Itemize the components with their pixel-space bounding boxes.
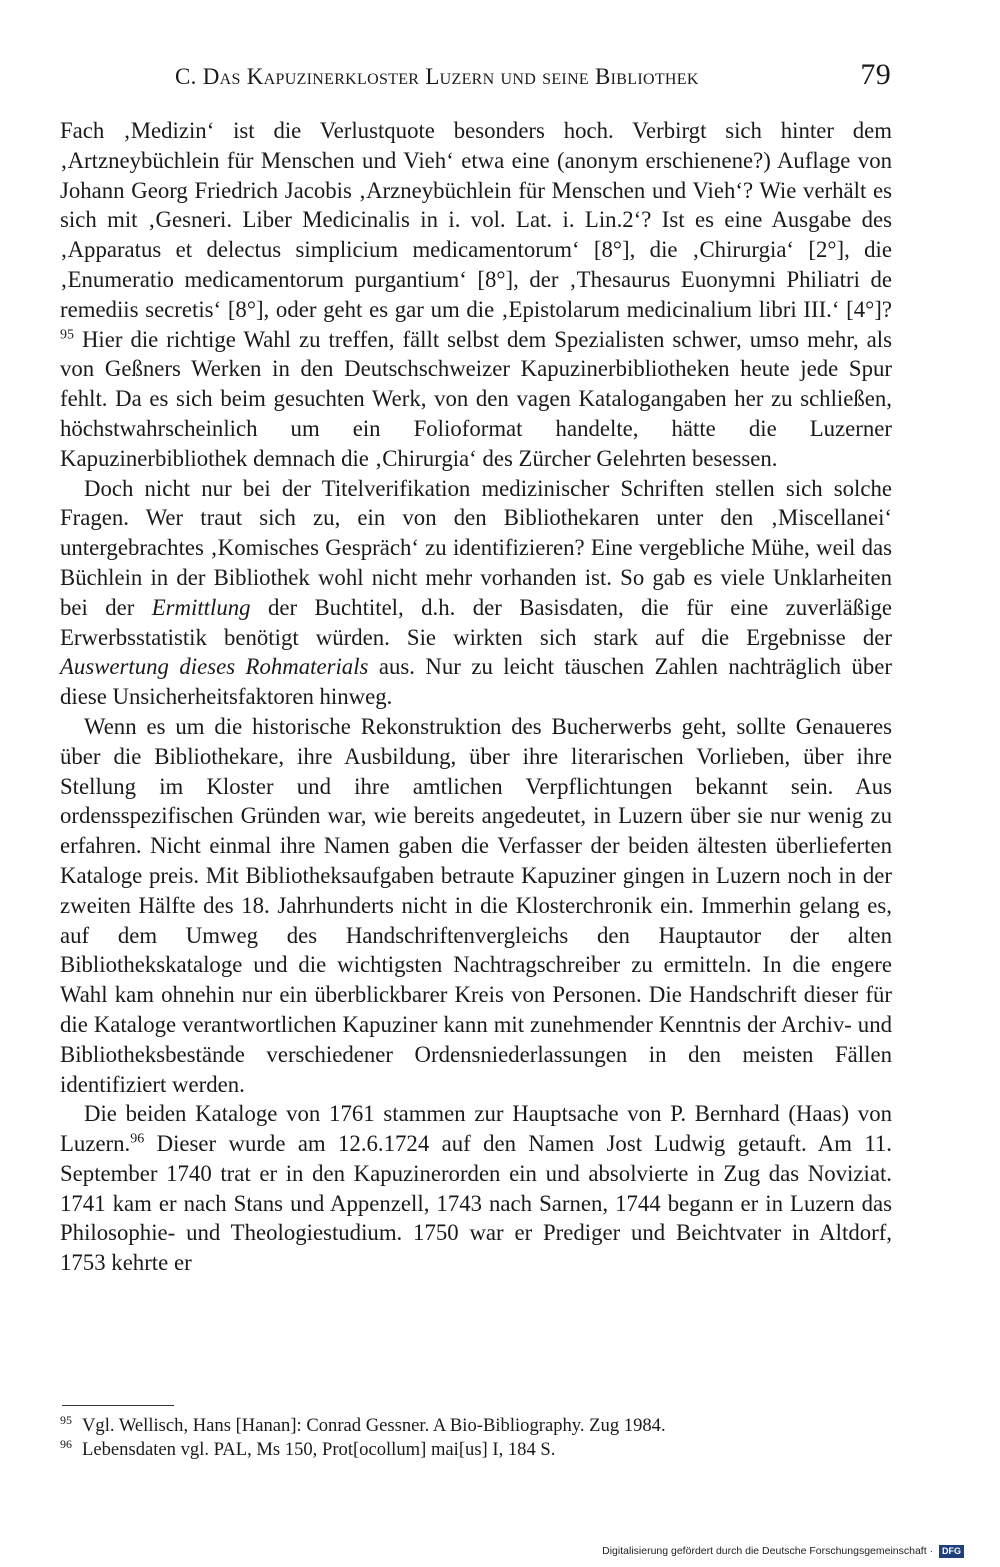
footnote-divider — [62, 1405, 174, 1406]
emphasis-ermittlung: Ermittlung — [151, 594, 251, 620]
paragraph-1-text: Fach ‚Medizin‘ ist die Verlustquote besonders hoch. Verbirgt sich hinter dem ‚Artzneybüchlein für Menschen und Vieh‘ etwa eine (anonym erschienene?) Auflage von Johann Georg Friedrich Jacobis ‚Arzneybüchlein für Menschen und Vieh‘? Wie verhält es sich mit ‚Gesneri. Liber Medicinalis in i. vol. Lat. i. Lin.2‘? Ist es eine Ausgabe des ‚Apparatus et delectus simplicium medicamentorum‘ [8°], die ‚Chirurgia‘ [2°], die ‚Enumeratio medicamentorum purgantium‘ [8°], der ‚Thesaurus Euonymni Philiatri de remediis secretis‘ [8°], oder geht es gar um die ‚Epistolarum medicinalium libri III.‘ [4°]? — [60, 118, 892, 322]
paragraph-4-part-a: Die beiden Kataloge von 1761 stammen zur Hauptsache von P. Bernhard (Haas) von Luzern. — [60, 1101, 892, 1157]
footnote-95 — [60, 1414, 892, 1438]
page-number: 79 — [860, 58, 891, 91]
digitization-notice-text: Digitalisierung gefördert durch die Deutsche Forschungsgemeinschaft — [602, 1545, 927, 1557]
footnote-ref-96: 96 — [130, 1131, 145, 1147]
footnote-number: 96 — [60, 1436, 72, 1451]
footnote-96 — [60, 1438, 892, 1462]
body-text — [60, 116, 892, 1278]
emphasis-auswertung: Auswertung dieses Rohmaterials — [60, 654, 369, 680]
paragraph-2-part-b: der Buchtitel, d.h. der Basisdaten, die für eine zuverläßige Erwerbsstatistik benötigt würden. Sie wirkten sich stark auf die Ergebnisse der — [60, 594, 892, 650]
footnote-number: 95 — [60, 1412, 72, 1427]
paragraph-1 — [60, 116, 892, 474]
paragraph-1-continuation: Hier die richtige Wahl zu treffen, fällt selbst dem Spezialisten schwer, umso mehr, als von Geßners Werken in den Deutschschweizer Kapuzinerbibliotheken heute jede Spur fehlt. Da es sich beim gesuchten Werk, von den vagen Katalogangaben her zu schließen, höchstwahrscheinlich um ein Folioformat handelte, hätte die Luzerner Kapuzinerbibliothek demnach die ‚Chirurgia‘ des Zürcher Gelehrten besessen. — [60, 326, 892, 471]
paragraph-4 — [60, 1099, 892, 1278]
running-head — [175, 58, 893, 94]
footnote-ref-95: 95 — [60, 326, 74, 342]
footnotes — [60, 1414, 892, 1462]
footnote-text: Vgl. Wellisch, Hans [Hanan]: Conrad Gessner. A Bio-Bibliography. Zug 1984. — [82, 1415, 666, 1436]
paragraph-2-part-c: aus. Nur zu leicht täuschen Zahlen nachträglich über diese Unsicherheitsfaktoren hinweg. — [60, 654, 892, 710]
digitization-notice: Digitalisierung gefördert durch die Deutsche Forschungsgemeinschaft · DFG — [602, 1543, 964, 1559]
paragraph-4-part-b: Dieser wurde am 12.6.1724 auf den Namen Jost Ludwig getauft. Am 11. September 1740 trat er in den Kapuzinerorden ein und absolvierte in Zug das Noviziat. 1741 kam er nach Stans und Appenzell, 1743 nach Sarnen, 1744 begann er in Luzern das Philosophie- und Theologiestudium. 1750 war er Prediger und Beichtvater in Altdorf, 1753 kehrte er — [60, 1131, 892, 1276]
paragraph-2-part-a: Doch nicht nur bei der Titelverifikation medizinischer Schriften stellen sich solche Fragen. Wer traut sich zu, ein von den Bibliothekaren unter den ‚Miscellanei‘ untergebrachtes ‚Komisches Gespräch‘ zu identifizieren? Eine vergebliche Mühe, weil das Büchlein in der Bibliothek wohl nicht mehr vorhanden ist. So gab es viele Unklarheiten bei der — [60, 475, 892, 620]
dfg-logo: DFG — [939, 1545, 964, 1558]
footnote-text: Lebensdaten vgl. PAL, Ms 150, Prot[ocollum] mai[us] I, 184 S. — [82, 1439, 556, 1460]
paragraph-3: Wenn es um die historische Rekonstruktion des Bucherwerbs geht, sollte Genaueres über die Bibliothekare, ihre Ausbildung, über ihre literarischen Vorlieben, über ihre Stellung im Kloster und ihre amtlichen Verpflichtungen bekannt sein. Aus ordensspezifischen Gründen war, wie bereits angedeutet, in Luzern über sie nur wenig zu erfahren. Nicht einmal ihre Namen gaben die Verfasser der beiden ältesten überlieferten Kataloge preis. Mit Bibliotheksaufgaben betraute Kapuziner gingen in Luzern noch in der zweiten Hälfte des 18. Jahrhunderts nicht in die Klosterchronik ein. Immerhin gelang es, auf dem Umweg des Handschriftenvergleichs den Hauptautor der alten Bibliothekskataloge und die wichtigsten Nachtragschreiber zu ermitteln. In die engere Wahl kam ohnehin nur ein überblickbarer Kreis von Personen. Die Handschrift dieser für die Kataloge verantwortlichen Kapuziner kann mit zunehmender Kenntnis der Archiv- und Bibliotheksbestände verschiedener Ordensniederlassungen in den meisten Fällen identifiziert werden. — [60, 713, 892, 1097]
running-title: C. Das Kapuzinerkloster Luzern und seine Bibliothek — [175, 64, 699, 89]
paragraph-2 — [60, 474, 892, 712]
